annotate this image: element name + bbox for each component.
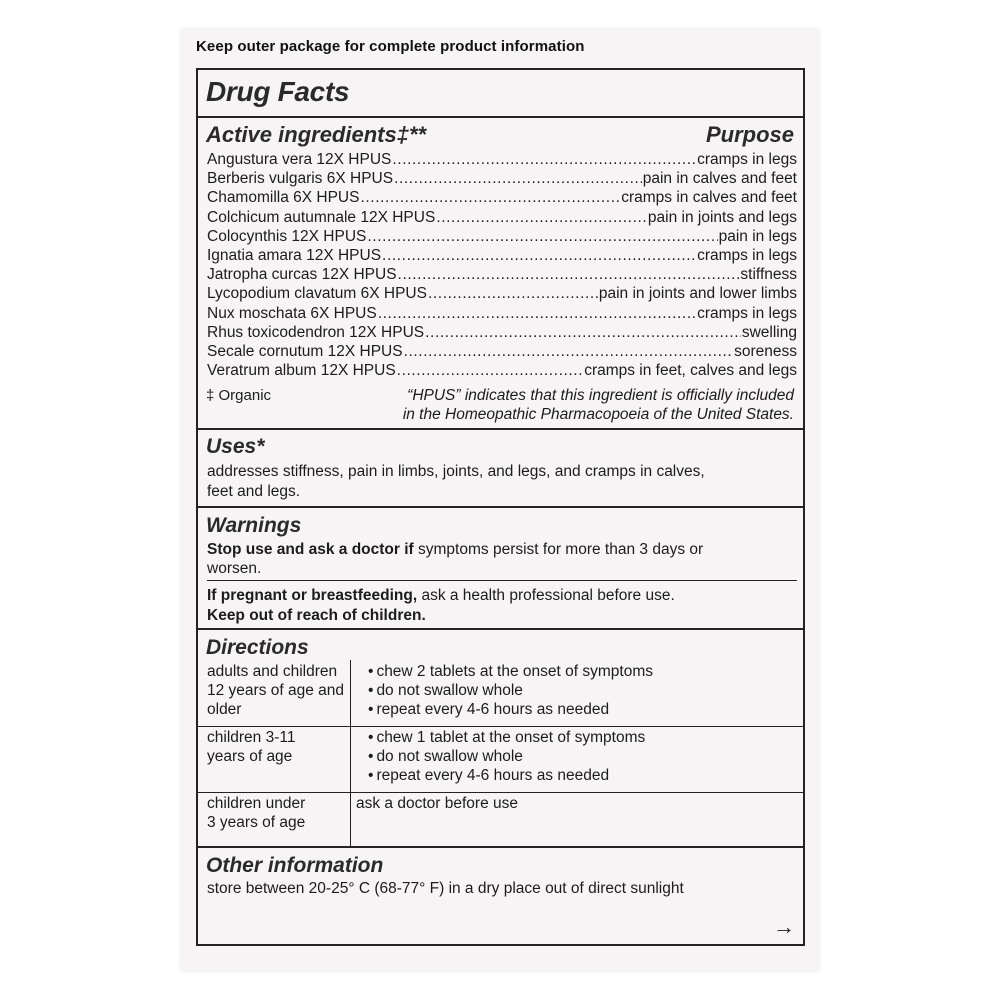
age-group-line: 3 years of age bbox=[207, 814, 306, 831]
directions-age-group bbox=[207, 728, 357, 766]
age-group-line: years of age bbox=[207, 748, 293, 765]
uses-section bbox=[198, 428, 803, 508]
dot-leader bbox=[382, 246, 696, 265]
ingredient-name: Jatropha curcas 12X HPUS bbox=[207, 266, 397, 284]
hpus-note-line-2: in the Homeopathic Pharmacopoeia of the United States. bbox=[402, 406, 794, 423]
bullet-icon: • bbox=[368, 729, 374, 746]
ingredient-purpose: cramps in feet, calves and legs bbox=[584, 362, 797, 380]
dot-leader bbox=[392, 150, 696, 169]
age-group-line: 12 years of age and bbox=[207, 682, 345, 699]
stop-use-text: symptoms persist for more than 3 days or bbox=[413, 541, 704, 558]
directions-age-group bbox=[207, 794, 357, 832]
ingredient-purpose: cramps in legs bbox=[697, 304, 797, 322]
dot-leader bbox=[378, 304, 696, 323]
right-arrow-icon: → bbox=[773, 914, 795, 939]
instruction-text: chew 1 tablet at the onset of symptoms bbox=[376, 729, 646, 746]
instruction-text: chew 2 tablets at the onset of symptoms bbox=[376, 663, 653, 680]
drug-facts-title: Drug Facts bbox=[206, 76, 350, 107]
ingredient-name: Lycopodium clavatum 6X HPUS bbox=[207, 285, 427, 303]
uses-text-line-2: feet and legs. bbox=[207, 483, 301, 500]
pregnancy-bold: If pregnant or breastfeeding, bbox=[207, 587, 418, 604]
ingredient-row bbox=[207, 227, 797, 246]
ingredient-purpose: soreness bbox=[734, 343, 797, 360]
directions-instructions bbox=[368, 662, 653, 719]
ingredient-row bbox=[207, 323, 797, 342]
storage-text: store between 20-25° C (68-77° F) in a dry place out of direct sunlight bbox=[207, 880, 684, 897]
ingredient-purpose: cramps in legs bbox=[697, 247, 797, 264]
age-group-line: children 3-11 bbox=[207, 729, 296, 746]
ingredient-purpose: pain in joints and lower limbs bbox=[598, 285, 797, 303]
warnings-section bbox=[198, 506, 803, 630]
dot-leader bbox=[360, 188, 620, 207]
bullet-icon: • bbox=[368, 767, 374, 784]
instruction-line bbox=[368, 700, 653, 719]
instruction-line bbox=[368, 681, 653, 700]
ingredient-name: Colchicum autumnale 12X HPUS bbox=[207, 208, 436, 226]
bullet-icon: • bbox=[368, 682, 374, 699]
directions-instructions bbox=[368, 728, 645, 785]
directions-instructions bbox=[356, 794, 518, 813]
dot-leader bbox=[397, 361, 584, 380]
ingredient-name: Chamomilla 6X HPUS bbox=[207, 189, 360, 207]
stop-use-line bbox=[207, 540, 703, 559]
ingredient-purpose: stiffness bbox=[740, 266, 797, 284]
instruction-text: ask a doctor before use bbox=[356, 795, 518, 812]
other-information-heading: Other information bbox=[206, 854, 384, 877]
instruction-text: repeat every 4-6 hours as needed bbox=[376, 767, 610, 784]
instruction-line bbox=[368, 728, 645, 747]
ingredient-row bbox=[207, 304, 797, 323]
ingredient-name: Angustura vera 12X HPUS bbox=[207, 151, 392, 168]
directions-heading: Directions bbox=[206, 636, 309, 659]
ingredient-row bbox=[207, 246, 797, 265]
ingredient-row bbox=[207, 342, 797, 361]
hpus-note-line-1: “HPUS” indicates that this ingredient is officially included bbox=[407, 387, 794, 404]
ingredient-row bbox=[207, 188, 797, 207]
dot-leader bbox=[394, 169, 642, 188]
instruction-line bbox=[368, 662, 653, 681]
ingredient-row bbox=[207, 284, 797, 303]
dot-leader bbox=[398, 265, 740, 284]
ingredient-purpose: swelling bbox=[741, 323, 797, 341]
directions-row-divider bbox=[198, 792, 803, 793]
ingredient-name: Secale cornutum 12X HPUS bbox=[207, 343, 403, 360]
drug-facts-box bbox=[196, 68, 805, 946]
other-information-section bbox=[198, 846, 803, 948]
instruction-text: do not swallow whole bbox=[376, 748, 523, 765]
age-group-line: older bbox=[207, 701, 242, 718]
purpose-heading: Purpose bbox=[705, 122, 794, 147]
instruction-text: do not swallow whole bbox=[376, 682, 523, 699]
pregnancy-line bbox=[207, 586, 675, 605]
dot-leader bbox=[404, 342, 734, 361]
ingredient-name: Nux moschata 6X HPUS bbox=[207, 304, 377, 322]
age-group-line: children under bbox=[207, 795, 306, 812]
bullet-icon: • bbox=[368, 701, 374, 718]
dot-leader bbox=[428, 284, 598, 303]
keep-away-line: Keep out of reach of children. bbox=[207, 607, 426, 624]
active-ingredients-heading: Active ingredients‡** bbox=[206, 122, 427, 147]
ingredient-row bbox=[207, 169, 797, 188]
dot-leader bbox=[436, 208, 647, 227]
package-note: Keep outer package for complete product information bbox=[196, 38, 585, 55]
ingredient-name: Rhus toxicodendron 12X HPUS bbox=[207, 323, 425, 341]
directions-age-group bbox=[207, 662, 357, 719]
active-ingredients-section bbox=[198, 116, 803, 430]
uses-text-line-1: addresses stiffness, pain in limbs, joints, and legs, and cramps in calves, bbox=[207, 463, 705, 480]
ingredient-purpose: cramps in legs bbox=[697, 151, 797, 168]
bullet-icon: • bbox=[368, 748, 374, 765]
ingredient-purpose: pain in joints and legs bbox=[647, 208, 797, 226]
ingredient-row bbox=[207, 208, 797, 227]
bullet-icon: • bbox=[368, 663, 374, 680]
uses-heading: Uses* bbox=[206, 435, 265, 458]
ingredient-purpose: cramps in calves and feet bbox=[621, 189, 797, 207]
instruction-line bbox=[356, 794, 518, 813]
ingredient-purpose: pain in calves and feet bbox=[642, 170, 797, 188]
ingredient-purpose: pain in legs bbox=[718, 227, 797, 245]
dot-leader bbox=[367, 227, 717, 246]
dot-leader bbox=[425, 323, 741, 342]
instruction-text: repeat every 4-6 hours as needed bbox=[376, 701, 610, 718]
drug-facts-panel bbox=[180, 28, 820, 972]
ingredient-row bbox=[207, 361, 797, 380]
ingredient-name: Ignatia amara 12X HPUS bbox=[207, 247, 382, 264]
instruction-line bbox=[368, 766, 645, 785]
pregnancy-text: ask a health professional before use. bbox=[417, 587, 675, 604]
warnings-divider bbox=[207, 580, 797, 581]
ingredient-row bbox=[207, 150, 797, 169]
organic-note: ‡ Organic bbox=[206, 387, 272, 404]
stop-use-line-2: worsen. bbox=[207, 560, 262, 577]
ingredient-name: Veratrum album 12X HPUS bbox=[207, 362, 396, 380]
stop-use-bold: Stop use and ask a doctor if bbox=[207, 541, 414, 558]
ingredient-name: Berberis vulgaris 6X HPUS bbox=[207, 170, 394, 188]
ingredient-name: Colocynthis 12X HPUS bbox=[207, 227, 367, 245]
ingredient-row bbox=[207, 265, 797, 284]
directions-section bbox=[198, 628, 803, 848]
directions-row-divider bbox=[198, 726, 803, 727]
age-group-line: adults and children bbox=[207, 663, 338, 680]
warnings-heading: Warnings bbox=[206, 514, 302, 537]
instruction-line bbox=[368, 747, 645, 766]
